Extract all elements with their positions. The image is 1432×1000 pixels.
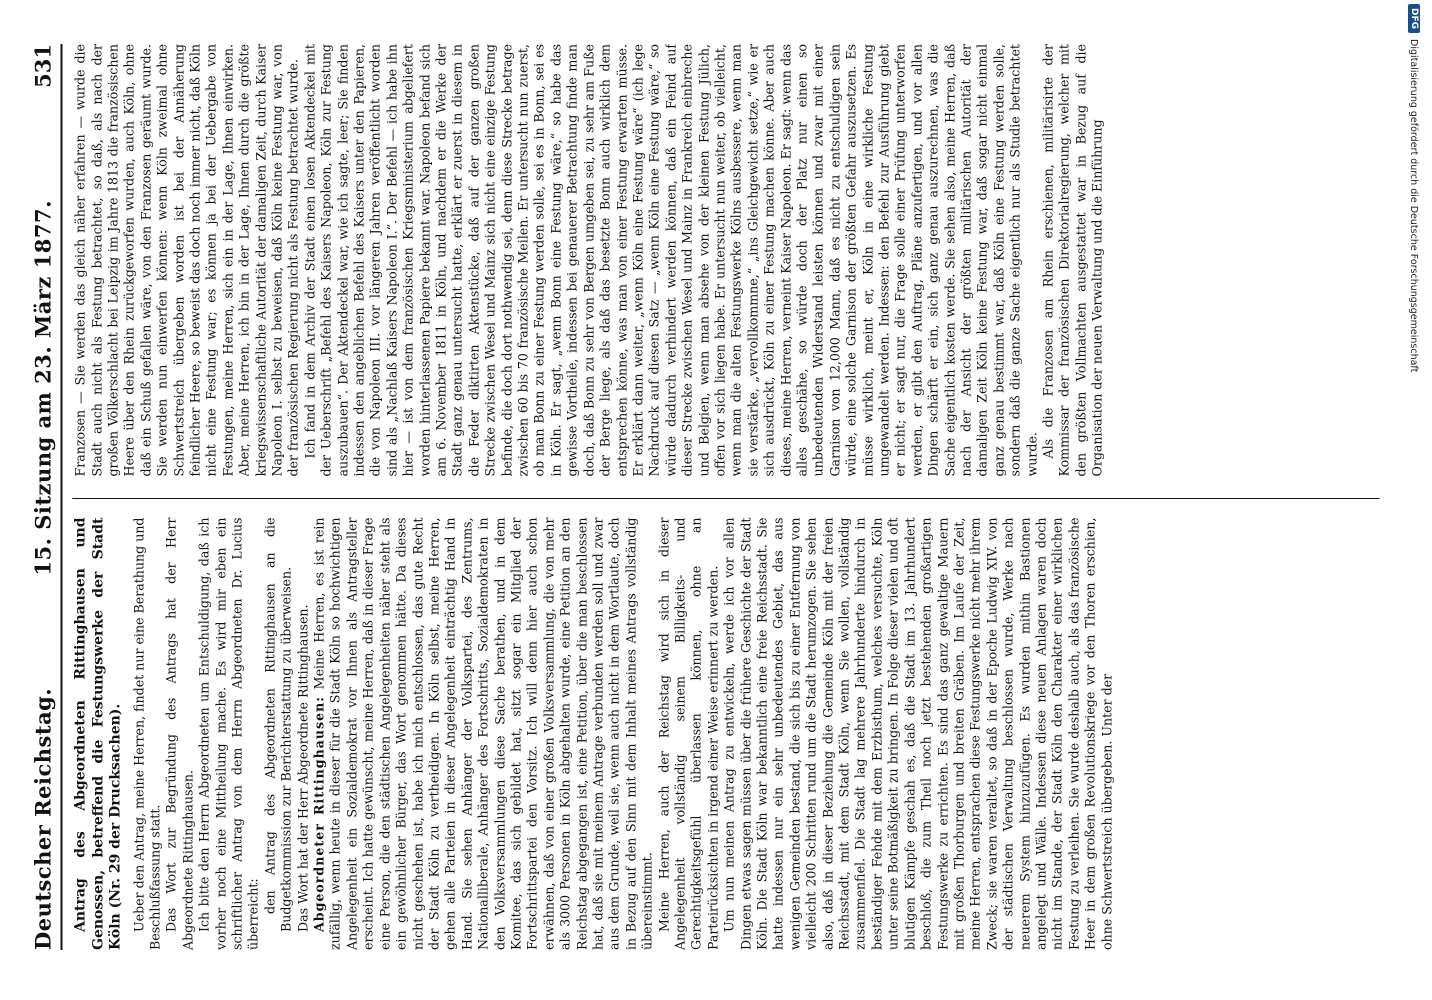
speech-paragraph: Um nun meinen Antrag zu entwickeln, werde ich vor allen Dingen etwas sagen müssen über die frühere Geschichte der Stadt Köln. Die Stadt Köln war bekanntlich eine freie Reichsstadt. Sie hatte indessen nur ein sehr unbedeutendes Gebiet, das aus wenigen Gemeinden bestand, die sich bis zu einer Entfernung von vielleicht 200 Schritten rund um die Stadt herumzogen. Sie sehen also, daß in dieser Beziehung die Gemeinde Köln mit der freien Reichsstadt, mit dem Stadt Köln, wenn Sie wollen, vollständig zusammenfiel. Die Stadt lag mehrere Jahrhunderte hindurch in beständiger Fehde mit dem Erzbisthum, welches versuchte, Köln unter seine Botmäßigkeit zu bringen. In Folge dieser vielen und oft blutigen Kämpfe geschah es, daß die Stadt im 13. Jahrhundert beschloß, die zum Theil noch jetzt bestehenden großartigen Festungswerke zu errichten. Es sind das ganz gewaltige Mauern mit großen Thorburgen und breiten Gräben. Im Laufe der Zeit, meine Herren, entsprachen diese Festungswerke nicht mehr ihrem Zweck; sie waren veraltet, so daß in der Epoche Ludwig XIV. von der städtischen Verwaltung beschlossen wurde, Werke nach neuerem System hinzuzufügen. Es wurden mithin Bastionen angelegt und Wälle. Indessen diese neuen Anlagen waren doch nicht im Stande, der Stadt Köln den Charakter einer wirklichen Festung zu verleihen. Sie wurde deshalb auch, als das französische Heer in dem großen Revolutionskriege vor den Thoren erschien, ohne Schwertstreich übergeben. Unter der <box>721 517 1115 950</box>
page-number: 531 <box>30 44 56 88</box>
scanned-page <box>18 10 1393 990</box>
paragraph: Franzosen — Sie werden das gleich näher erfahren — wurde die Stadt auch nicht als Festung betrachtet, so daß, als nach der großen Völkerschlacht bei Leipzig im Jahre 1813 die französischen Heere über den Rhein zurückgeworfen wurden, auch Köln, ohne daß ein Schuß gefallen wäre, von den Franzosen geräumt wurde. Sie werden nun einwerfen können: wenn Köln zweimal ohne Schwertstreich übergeben worden ist bei der Annäherung feindlicher Heere, so beweist das doch noch immer nicht, daß Köln nicht eine Festung war; es können ja bei der Uebergabe von Festungen, meine Herren, sich ein in der Lage, Ihnen einwirken. Aber, meine Herren, ich bin in der Lage, Ihnen durch die größte kriegswissenschaftliche Autorität der damaligen Zeit, durch Kaiser Napoleon I. selbst zu beweisen, daß Köln keine Festung war, von der französischen Regierung nicht als Festung betrachtet wurde. <box>72 44 301 477</box>
text-columns <box>73 44 1380 950</box>
paragraph: Ueber den Antrag, meine Herren, findet nur eine Berathung und Beschlußfassung statt. <box>131 517 163 950</box>
speech-text: Meine Herren, es ist rein zufällig, wenn heute in dieser für die Stadt Köln so hochwichtigen Angelegenheit ein Sozialdemokrat vor Ihnen als Antragsteller erscheint. Ich hatte gewünscht, meine Herren, daß in dieser Frage eine Person, die den städtischen Angelegenheiten näher steht als ein gewöhnlicher Bürger, das Wort genommen hätte. Da dieses nicht geschehen ist, habe ich mich entschlossen, das gute Recht der Stadt Köln zu vertheidigen. In Köln selbst, meine Herren, gehen alle Parteien in dieser Angelegenheit einträchtig Hand in Hand. Sie sehen Anhänger der Volkspartei, des Zentrums, Nationalliberale, Anhänger des Fortschritts, Sozialdemokraten in den Volksversammlungen diese Sache berathen, und in dem Komitee, das sich gebildet hat, sitzt sogar ein Mitglied der Fortschrittspartei den Vorsitz. Ich will denn hier auch schon erwähnen, daß von einer großen Volksversammlung, die von mehr als 3000 Personen in Köln abgehalten wurde, eine Petition an den Reichstag abgegangen ist, eine Petition, über die man beschlossen hat, daß sie mit meinem Antrage verbunden werden soll und zwar aus dem Grunde, weil sie, wenn auch nicht in dem Wortlaute, doch in Bezug auf den Sinn mit dem Inhalt meines Antrags vollständig übereinstimmt. <box>311 517 655 950</box>
speech-paragraph: Meine Herren, auch der Reichstag wird sich in dieser Angelegenheit vollständig seinem Billigkeits- und Gerechtigkeitsgefühl überlassen können, ohne an Parteirücksichten in irgend einer Weise erinnert zu werden. <box>656 517 721 950</box>
agenda-heading: Antrag des Abgeordneten Rittinghausen und Genossen, betreffend die Festungswerke der Stadt Köln (Nr. 29 der Drucksachen). <box>72 517 124 950</box>
running-head-session: 15. Sitzung am 23. März 1877. <box>30 200 56 576</box>
paragraph: Als die Franzosen am Rhein erschienen, militärisirte der Kommissar der französischen Direktorialregierung, welcher mit den größten Vollmachten ausgestattet war in Bezug auf die Organisation der neuen Verwaltung und die Einführung <box>1040 44 1105 477</box>
paragraph: Das Wort hat der Herr Abgeordnete Rittinghausen. <box>295 604 311 932</box>
left-column <box>73 499 1380 951</box>
speaker-name: Abgeordneter Rittinghausen: <box>311 696 327 932</box>
running-head-title: Deutscher Reichstag. <box>30 687 56 950</box>
credit-strip-inner <box>1404 0 1424 1000</box>
right-column <box>73 44 1380 477</box>
running-head <box>32 44 63 950</box>
dfg-logo: DFG <box>1408 4 1420 33</box>
speech-paragraph <box>312 518 657 951</box>
credit-strip <box>1404 0 1426 1000</box>
credit-text: Digitalisierung gefördert durch die Deutsche Forschungsgemeinschaft <box>1408 39 1420 373</box>
paragraph: Ich bitte den Herrn Abgeordneten um Entschuldigung, daß ich vorher noch eine Mittheilung mache. Es wird mir eben ein schriftlicher Antrag von dem Herrn Abgeordneten Dr. Lucius überreicht: <box>196 517 261 950</box>
motion-text: den Antrag des Abgeordneten Rittinghausen an die Budgetkommission zur Berichterstattung zu überweisen. <box>262 517 294 932</box>
credit-text-row <box>1404 0 1424 1000</box>
paragraph: Ich fand in dem Archiv der Stadt einen losen Aktendeckel mit der Ueberschrift „Befehl des Kaisers Napoleon, Köln zur Festung auszubauen“. Der Aktendeckel war, wie ich sagte, leer; Sie finden indessen den angeblichen Befehl des Kaisers unter den Papieren, die von Napoleon III. vor längeren Jahren veröffentlicht worden sind als „Nachlaß Kaisers Napoleon I.“. Der Befehl — ich habe ihn hier — ist von dem französischen Kriegsministerium abgeliefert worden hinterlassenen Papiere bekannt war. Napoleon befand sich am 6. November 1811 in Köln, und nachdem er die Werke der Stadt ganz genau untersucht hatte, erklärt er zuerst in diesem in die Feder diktirten Aktenstücke, daß auf der ganzen großen Strecke zwischen Wesel und Mainz sich nicht eine einzige Festung befinde, die doch dort nothwendig sei, denn diese Strecke betrage zwischen 60 bis 70 französische Meilen. Er untersucht nun zuerst, ob man Bonn zu einer Festung werden solle, sei es in Bonn, sei es in Köln. Er sagt, „wenn Bonn eine Festung wäre,“ so habe das gewisse Vortheile, indessen bei genauerer Betrachtung finde man doch, daß Bonn zu sehr von Bergen umgeben sei, zu sehr am Fuße der Berge liege, als daß das besetzte Bonn auch wirklich dem entsprechen könne, was man von einer Festung erwarten müsse. Er erklärt dann weiter, „wenn Köln eine Festung wäre“ (ich lege Nachdruck auf diesen Satz — „wenn Köln eine Festung wäre,“ so würde dadurch verhindert werden können, daß ein Feind auf dieser Strecke zwischen Wesel und Mainz in Frankreich einbreche und Belgien, wenn man absehe von der kleinen Festung Jülich, offen vor sich liegen habe. Er untersucht nun weiter, ob vielleicht, wenn man die alten Festungswerke Kölns ausbessere, wenn man sie verstärke, „vervollkommne,“ „ins Gleichgewicht setze,“ wie er sich ausdrückt, Köln zu einer Festung machen könne. Aber auch dieses, meine Herren, verneint Kaiser Napoleon. Er sagt: wenn das alles geschähe, so würde doch der Platz nur einen so unbedeutenden Widerstand leisten können und zwar mit einer Garnison von 12,000 Mann, daß es nicht zu entschuldigen sein würde, eine solche Garnison der größten Gefahr auszusetzen. Es müsse wirklich, meint er, Köln in eine wirkliche Festung umgewandelt werden. Indessen: den Befehl zur Ausführung giebt er nicht; er sagt nur, die Frage solle einer Prüfung unterworfen werden, er gibt den Auftrag, Pläne anzufertigen, und vor allen Dingen schärft er ein, sich ganz genau auszurechnen, was die Sache eigentlich kosten werde. Sie sehen also, meine Herren, daß nach der Ansicht der größten militärischen Autorität der damaligen Zeit Köln keine Festung war, daß sogar nicht einmal ganz genau bestimmt war, daß Köln eine Festung werden solle, sondern daß die ganze Sache eigentlich nur als Studie betrachtet wurde. <box>302 44 1040 477</box>
paragraph: Das Wort zur Begründung des Antrags hat der Herr Abgeordnete Rittinghausen. <box>163 517 196 950</box>
